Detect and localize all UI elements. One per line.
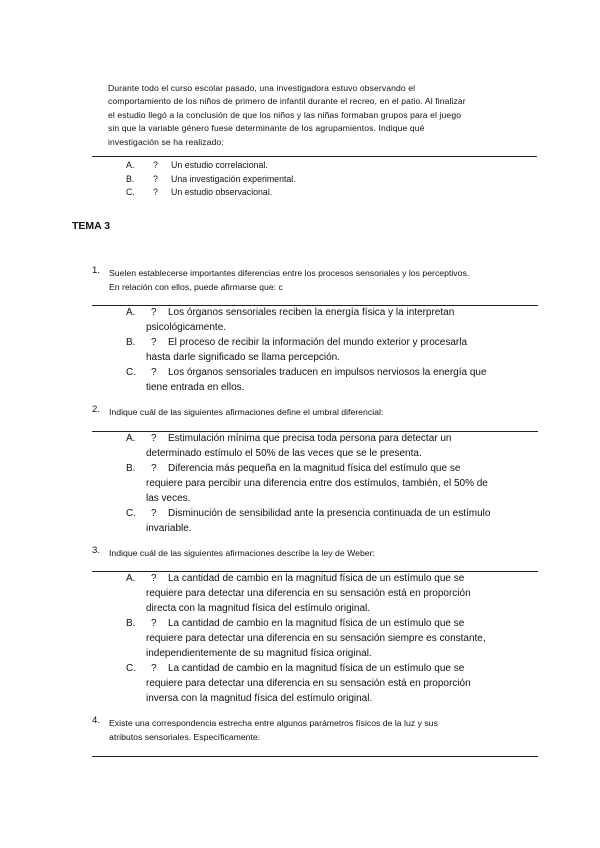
option-mark: ? [151,307,157,318]
option-letter: C. [126,367,136,378]
question-line: atributos sensoriales. Específicamente: [109,732,261,742]
option-c[interactable] [126,661,534,706]
question-number: 1. [92,265,101,276]
question-line: En relación con ellos, puede afirmarse que: c [109,282,283,292]
option-text: La cantidad de cambio en la magnitud física de un estímulo que se [168,618,465,629]
option-mark: ? [151,508,157,519]
option-mark: ? [151,618,157,629]
question-options [126,571,534,706]
option-letter: B. [126,463,136,474]
option-letter: B. [126,618,136,629]
option-text: independientemente de su magnitud física original. [146,648,372,659]
option-a[interactable] [126,159,296,173]
option-text: Una investigación experimental. [171,173,296,184]
option-mark: ? [151,337,157,348]
intro-line: Durante todo el curso escolar pasado, una investigadora estuvo observando el [108,83,416,93]
option-text: invariable. [146,523,192,534]
option-text: inversa con la magnitud física del estímulo original. [146,693,373,704]
option-text: La cantidad de cambio en la magnitud física de un estímulo que se [168,573,465,584]
answer-line [92,756,538,757]
option-letter: B. [126,337,136,348]
option-text: Los órganos sensoriales reciben la energía física y la interpretan [168,307,455,318]
option-mark: ? [153,187,158,198]
option-text: El proceso de recibir la información del mundo exterior y procesarla [168,337,468,348]
intro-line: el estudio llegó a la conclusión de que los niños y las niñas formaban grupos para el juego [108,109,462,120]
option-mark: ? [151,433,157,444]
option-letter: C. [126,508,136,519]
intro-line: sin que la variable género fuese determinante de los agrupamientos. Indique qué [108,123,425,134]
option-c[interactable] [126,506,534,536]
section-title: TEMA 3 [72,220,111,232]
option-text: determinado estímulo el 50% de las veces que se le presenta. [146,448,422,459]
option-b[interactable] [126,616,534,661]
option-letter: C. [126,187,135,198]
question-line: Indique cuál de las siguientes afirmaciones define el umbral diferencial: [109,407,384,417]
question-number: 3. [92,545,101,556]
option-text: requiere para percibir una diferencia entre dos estímulos, también, el 50% de [146,478,488,489]
option-c[interactable] [126,365,534,395]
option-mark: ? [151,463,157,474]
option-mark: ? [153,173,158,184]
question-line: Suelen establecerse importantes diferencias entre los procesos sensoriales y los perceptivos. [109,268,470,278]
question-options [126,431,534,536]
intro-line: investigación se ha realizado: [108,136,224,147]
option-text: requiere para detectar una diferencia en su sensación está en proporción [146,678,471,689]
intro-line: comportamiento de los niños de primero de infantil durante el recreo, en el patio. Al finalizar [108,96,466,107]
option-text: Estimulación mínima que precisa toda persona para detectar un [168,433,452,444]
option-text: Los órganos sensoriales traducen en impulsos nerviosos la energía que [168,367,487,378]
question-text [109,266,549,294]
intro-options [126,159,296,200]
option-mark: ? [153,160,158,170]
option-mark: ? [151,367,157,378]
option-text: directa con la magnitud física del estímulo original. [146,603,371,614]
option-text: psicológicamente. [146,322,227,333]
option-text: requiere para detectar una diferencia en su sensación está en proporción [146,588,471,599]
option-text: tiene entrada en ellos. [146,382,245,393]
option-a[interactable] [126,431,534,461]
option-text: La cantidad de cambio en la magnitud física de un estímulo que se [168,663,465,674]
question-text [109,546,549,560]
option-letter: A. [126,573,136,584]
option-mark: ? [151,573,157,584]
option-text: requiere para detectar una diferencia en su sensación siempre es constante, [146,633,486,644]
answer-line [92,156,537,157]
option-text: Diferencia más pequeña en la magnitud física del estímulo que se [168,463,461,474]
question-text [109,405,549,419]
option-b[interactable] [126,335,534,365]
option-text: hasta darle significado se llama percepción. [146,352,340,363]
option-c[interactable] [126,186,296,200]
question-number: 4. [92,715,101,726]
option-letter: A. [126,160,135,170]
question-text [109,716,549,744]
option-letter: A. [126,433,136,444]
option-text: las veces. [146,493,191,504]
option-mark: ? [151,663,157,674]
option-b[interactable] [126,173,296,187]
question-line: Indique cuál de las siguientes afirmaciones describe la ley de Weber: [109,548,375,558]
question-options [126,305,534,395]
intro-question-text [108,82,528,149]
option-letter: A. [126,307,136,318]
option-a[interactable] [126,571,534,616]
option-text: Disminución de sensibilidad ante la presencia continuada de un estímulo [168,508,491,519]
question-number: 2. [92,404,101,415]
question-line: Existe una correspondencia estrecha entre algunos parámetros físicos de la luz y sus [109,718,438,728]
option-a[interactable] [126,305,534,335]
option-letter: C. [126,663,136,674]
option-text: Un estudio correlacional. [171,160,268,170]
option-text: Un estudio observacional. [171,187,273,198]
option-b[interactable] [126,461,534,506]
option-letter: B. [126,173,135,184]
